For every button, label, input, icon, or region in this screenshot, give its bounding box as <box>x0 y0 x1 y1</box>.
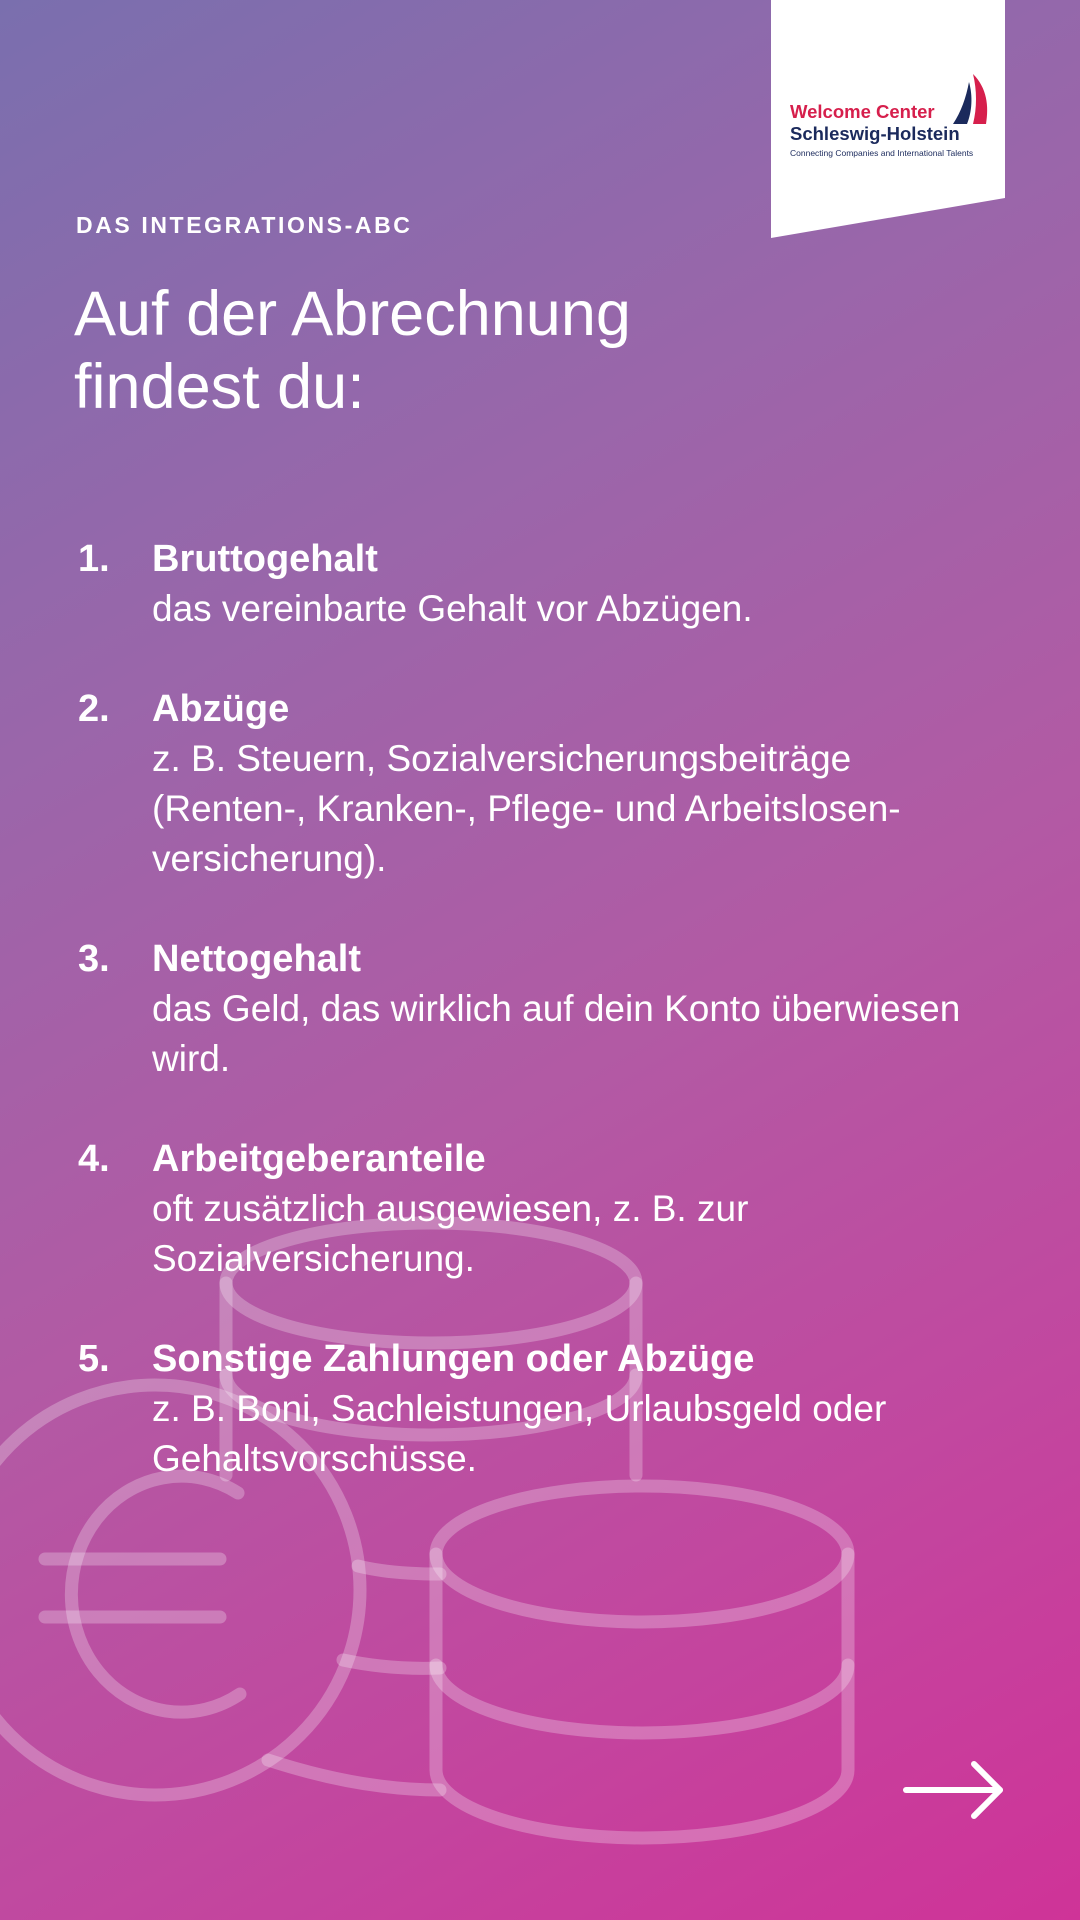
item-title: Arbeitgeberanteile <box>152 1138 486 1180</box>
list-item <box>78 1134 1038 1284</box>
item-number: 2. <box>78 688 110 730</box>
list-item <box>78 684 1038 884</box>
item-number: 5. <box>78 1338 110 1380</box>
item-description: oft zusätzlich ausgewiesen, z. B. zur Sozialversicherung. <box>152 1188 749 1279</box>
payslip-items-list <box>78 534 1038 1534</box>
item-number: 1. <box>78 538 110 580</box>
logo-tagline: Connecting Companies and International Talents <box>790 148 974 158</box>
page-title: Auf der Abrechnung findest du: <box>74 279 631 422</box>
next-slide-button[interactable] <box>902 1760 1006 1820</box>
list-item <box>78 934 1038 1084</box>
item-description: z. B. Steuern, Sozialversicherungsbeiträge (Renten-, Kranken-, Pflege- und Arbeitslosen-versicherung). <box>152 738 901 879</box>
list-item <box>78 534 1038 634</box>
logo-title-line2: Schleswig-Holstein <box>790 123 960 144</box>
item-description: das Geld, das wirklich auf dein Konto überwiesen wird. <box>152 988 961 1079</box>
item-title: Bruttogehalt <box>152 538 378 580</box>
welcome-center-logo <box>771 0 1005 238</box>
list-item <box>78 1334 1038 1484</box>
item-number: 3. <box>78 938 110 980</box>
item-title: Abzüge <box>152 688 290 730</box>
coin-stack-icon <box>436 1486 848 1838</box>
item-description: das vereinbarte Gehalt vor Abzügen. <box>152 588 753 629</box>
item-description: z. B. Boni, Sachleistungen, Urlaubsgeld oder Gehaltsvorschüsse. <box>152 1388 887 1479</box>
arrow-right-icon <box>902 1760 1006 1820</box>
item-title: Sonstige Zahlungen oder Abzüge <box>152 1338 755 1380</box>
item-title: Nettogehalt <box>152 938 361 980</box>
item-number: 4. <box>78 1138 110 1180</box>
logo-title-line1: Welcome Center <box>790 101 935 122</box>
section-kicker: DAS INTEGRATIONS-ABC <box>76 212 413 238</box>
